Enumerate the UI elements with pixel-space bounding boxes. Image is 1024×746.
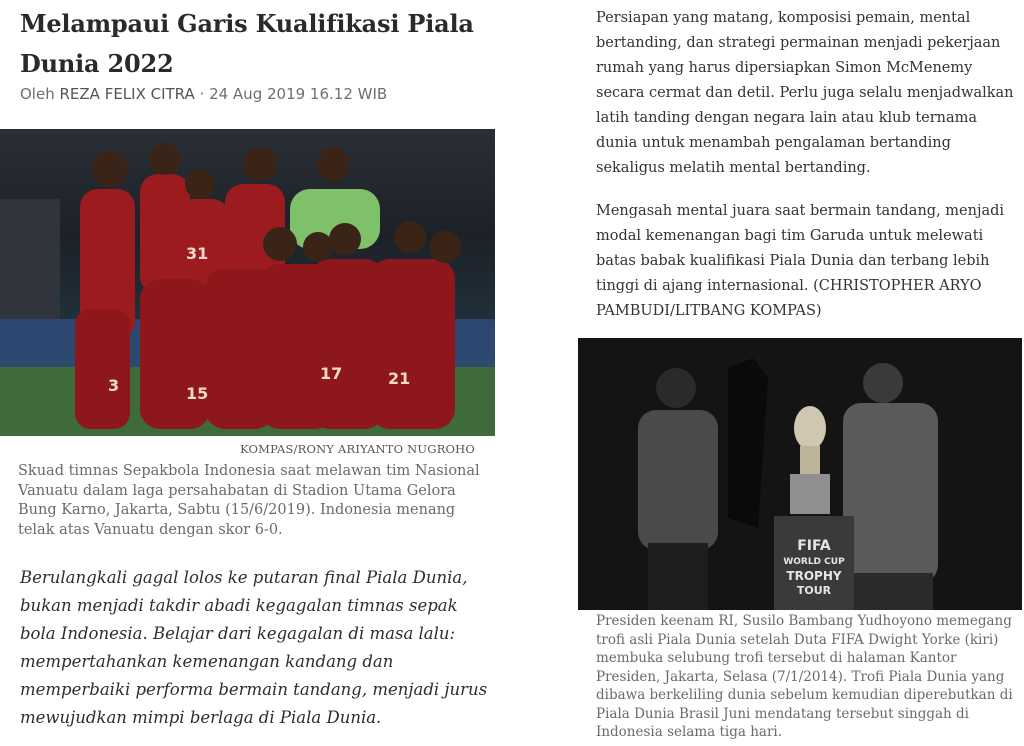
photo-caption: Skuad timnas Sepakbola Indonesia saat melawan tim Nasional Vanuatu dalam laga persahabatan di Stadion Utama Gelora Bung Karno, Jakarta, Sabtu (15/6/2019). Indonesia menang telak atas Vanuatu dengan skor 6-0. <box>18 463 480 538</box>
right-column <box>578 0 1024 746</box>
article-title: Melampaui Garis Kualifikasi Piala Dunia 2022 <box>20 9 474 78</box>
banner-text: FIFA <box>797 538 831 554</box>
body-paragraph: Mengasah mental juara saat bermain tandang, menjadi modal kemenangan bagi tim Garuda untuk melewati batas babak kualifikasi Piala Dunia dan terbang lebih tinggi di ajang internasional. (CHRISTOPHER ARYO PAMBUDI/LITBANG KOMPAS) <box>596 203 1005 319</box>
trophy-photo-illustration <box>578 338 1022 610</box>
byline <box>20 85 387 103</box>
jersey-number: 3 <box>108 376 120 395</box>
byline-prefix: Oleh <box>20 85 60 103</box>
photo-caption: Presiden keenam RI, Susilo Bambang Yudhoyono memegang trofi asli Piala Dunia setelah Duta FIFA Dwight Yorke (kiri) membuka selubung trofi tersebut di halaman Kantor Presiden, Jakarta, Selasa (7/1/2014). Trofi Piala Dunia yang dibawa berkeliling dunia sebelum kemudian diperebutkan di Piala Dunia Brasil Juni mendatang tersebut singgah di Indonesia selama tiga hari. <box>596 613 1013 740</box>
jersey-number: 21 <box>388 369 411 388</box>
lead-paragraph: Berulangkali gagal lolos ke putaran final Piala Dunia, bukan menjadi takdir abadi kegagalan timnas sepak bola Indonesia. Belajar dari kegagalan di masa lalu: mempertahankan kemenangan kandang dan memperbaiki performa bermain tandang, menjadi jurus mewujudkan mimpi berlaga di Piala Dunia. <box>20 568 488 727</box>
author-link[interactable]: REZA FELIX CITRA <box>59 85 195 103</box>
team-photo-illustration <box>0 129 495 436</box>
jersey-number: 31 <box>186 244 209 263</box>
banner-text: TROPHY <box>786 569 842 583</box>
jersey-number: 17 <box>320 364 343 383</box>
team-photo <box>0 129 495 436</box>
photo-credit: KOMPAS/RONY ARIYANTO NUGROHO <box>240 442 476 456</box>
jersey-number: 15 <box>186 384 209 403</box>
body-paragraph: Persiapan yang matang, komposisi pemain, mental bertanding, dan strategi permainan menjadi pekerjaan rumah yang harus dipersiapkan Simon McMenemy secara cermat dan detil. Perlu juga selalu menjadwalkan latih tanding dengan negara lain atau klub ternama dunia untuk menambah pengalaman bertanding sekaligus melatih mental bertanding. <box>596 10 1014 176</box>
banner-text: TOUR <box>796 584 832 597</box>
banner-text: WORLD CUP <box>783 557 845 567</box>
byline-date: · 24 Aug 2019 16.12 WIB <box>194 85 388 103</box>
left-column <box>0 0 505 746</box>
trophy-photo <box>578 338 1022 610</box>
